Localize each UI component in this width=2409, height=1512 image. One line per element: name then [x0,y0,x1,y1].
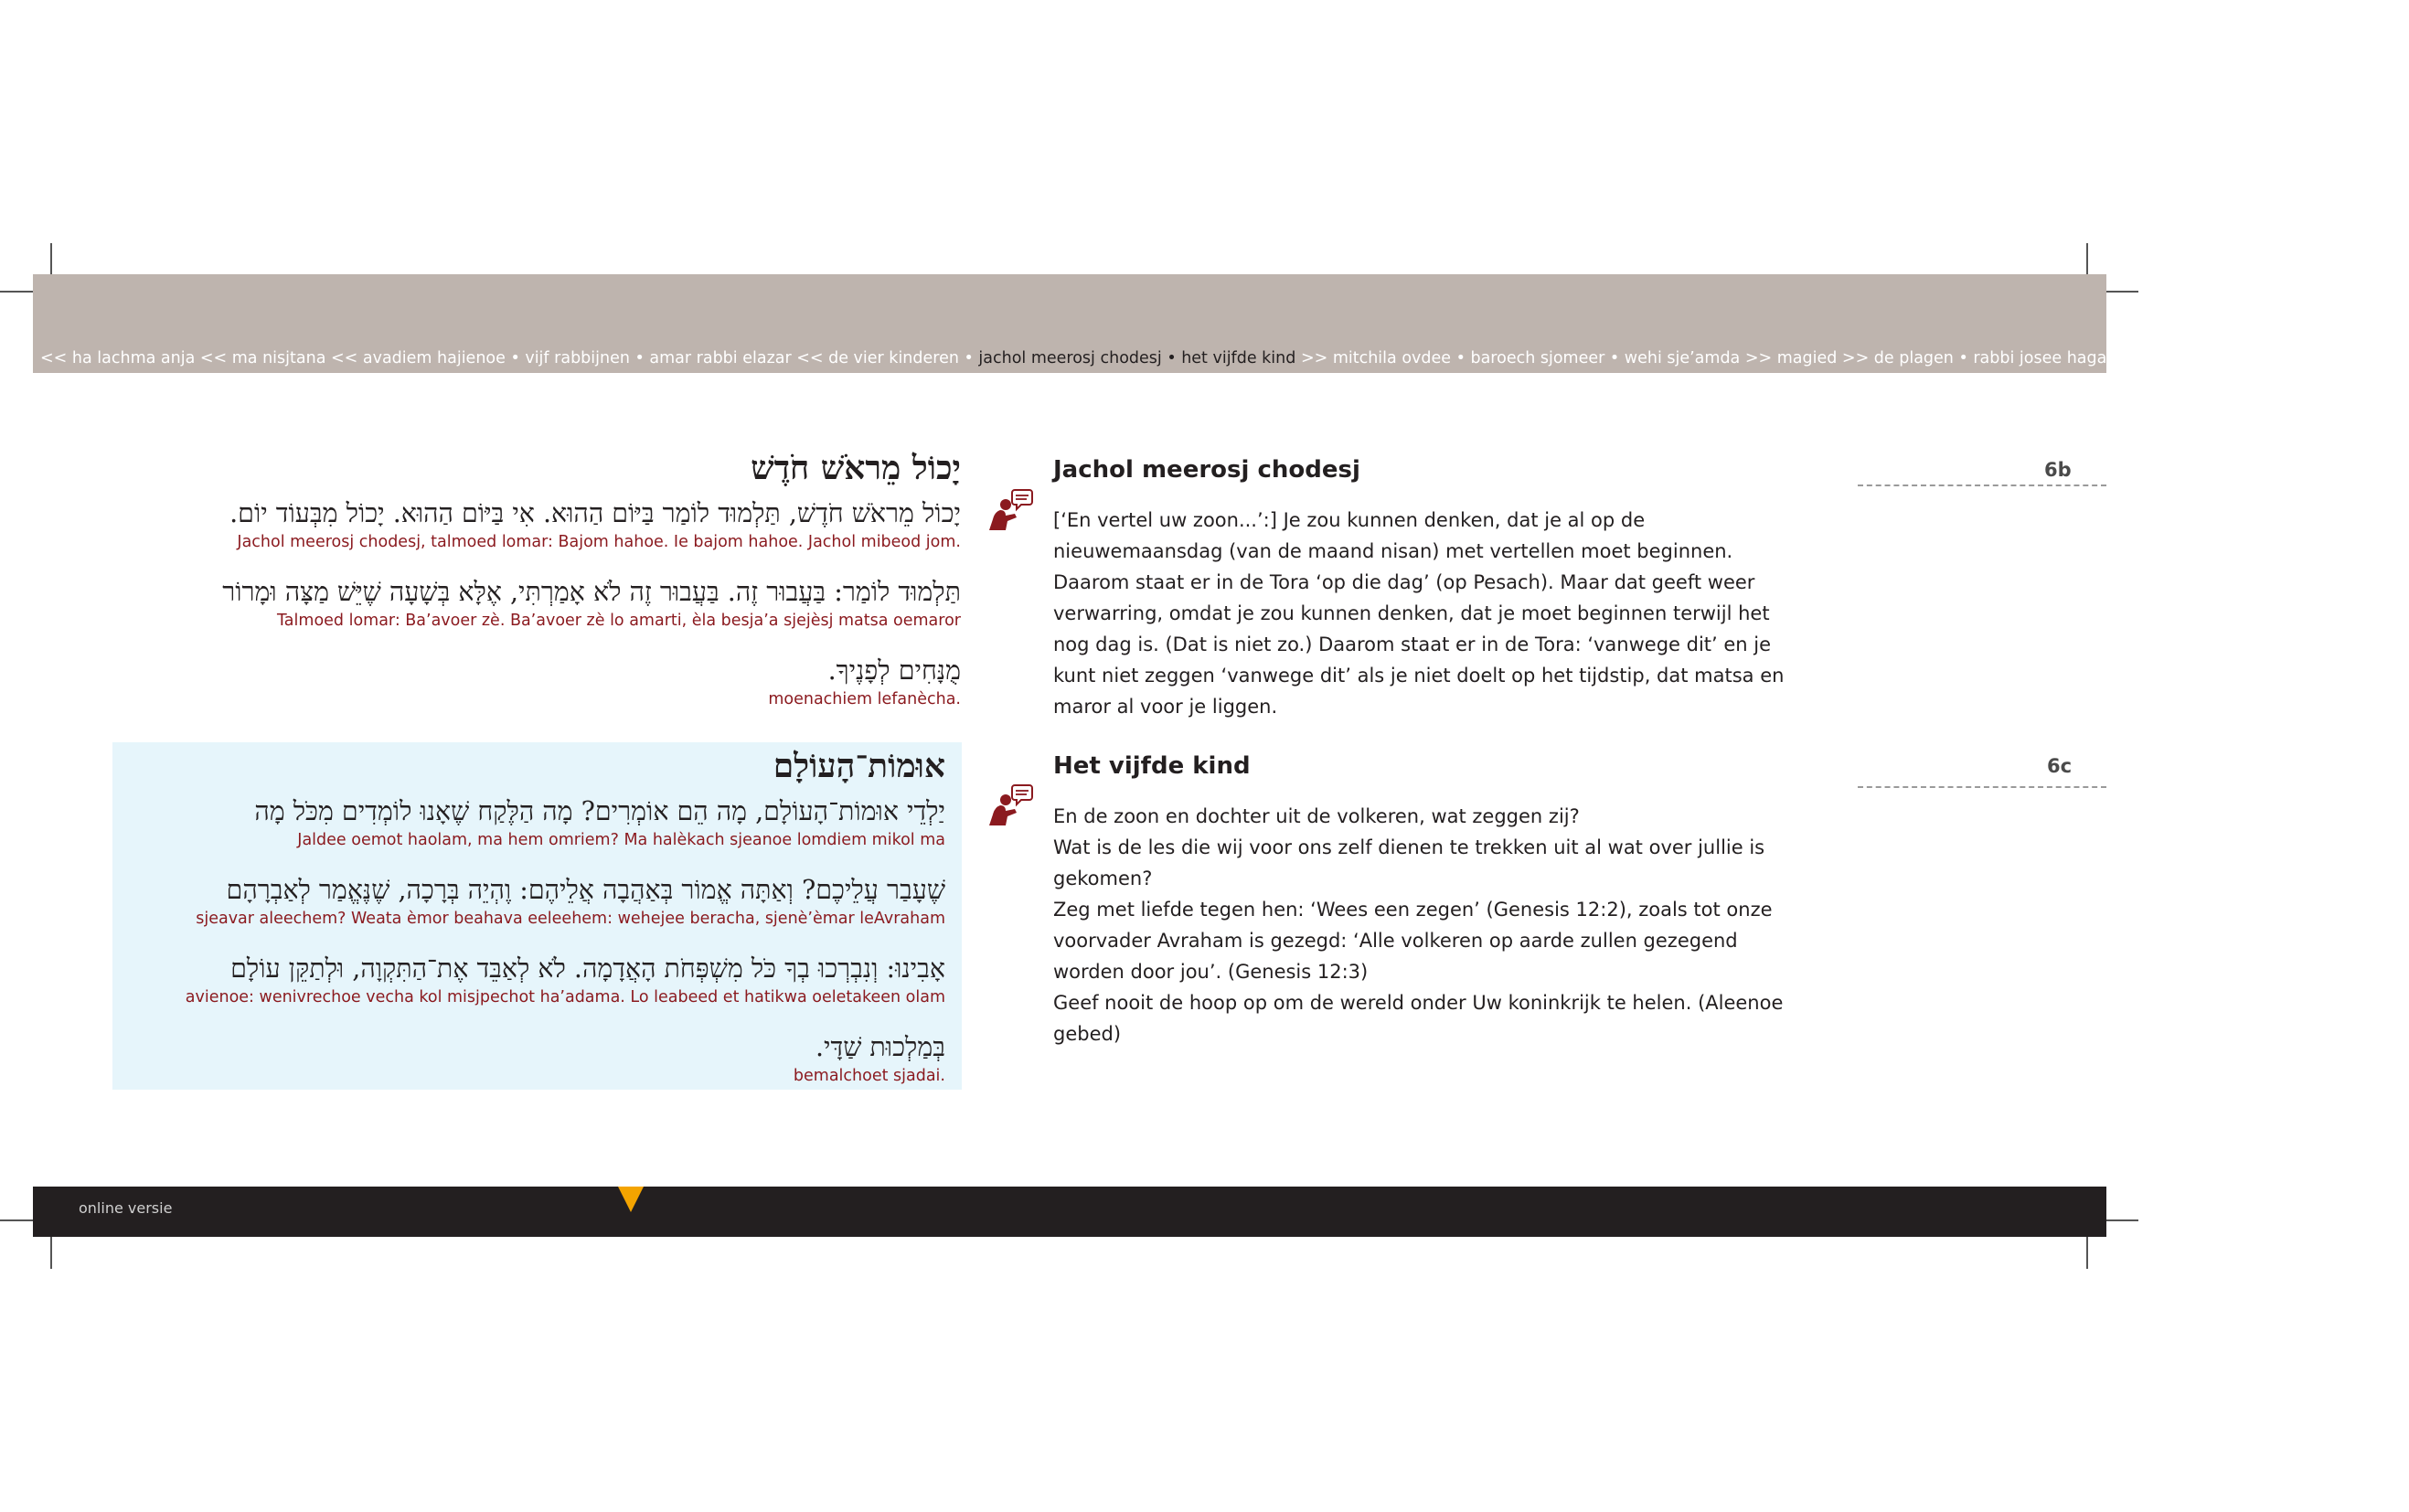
page-marker-icon [618,1187,644,1212]
hebrew-line: בְּמַלְכוּת שַׁדָּי. [815,1032,945,1062]
section-body [1053,505,1785,722]
crop-mark [0,1219,33,1221]
hebrew-verse [65,495,961,552]
breadcrumb-current: jachol meerosj chodesj • het vijfde kind [978,349,1296,367]
hebrew-verse [65,574,961,631]
hebrew-verse [123,872,945,929]
speaker-icon[interactable] [987,486,1033,532]
hebrew-verse [123,1029,945,1086]
body-line: En de zoon en dochter uit de volkeren, wat zeggen zij? [1053,805,1580,827]
body-line: Daarom staat er in de Tora ‘op die dag’ (op Pesach). Maar dat geeft weer [1053,571,1755,593]
hebrew-line: תַּלְמוּד לוֹמַר: בַּעֲבוּר זֶה. בַּעֲבוּר זֶה לֹא אָמַרְתִּי, אֶלָּא בְּשָׁעָה שֶׁיֵּשׁ מַצָּה וּמָרוֹר [222,577,961,607]
speaker-icon[interactable] [987,782,1033,827]
highlight-box [112,742,962,1090]
body-line: gebed) [1053,1023,1122,1045]
crop-mark [2086,1236,2088,1269]
body-line: voorvader Avraham is gezegd: ‘Alle volkeren op aarde zullen gezegend [1053,930,1738,952]
breadcrumb-before[interactable]: << ha lachma anja << ma nisjtana << avadiem hajienoe • vijf rabbijnen • amar rabbi elazar << de vier kinderen • [40,349,974,367]
transliteration-line: moenachiem lefanècha. [768,690,961,708]
section-title: Jachol meerosj chodesj [1053,456,1360,484]
hebrew-line: אָבִינוּ: וְנִבְרְכוּ בְךָ כֹּל מִשְׁפְּחֹת הָאֲדָמָה. לֹא לְאַבֵּד אֶת־הַתִּקְוָה, וּלְתַקֵּן עוֹלָם [230,953,945,984]
transliteration-line: sjeavar aleechem? Weata èmor beahava eeleehem: wehejee beracha, sjenè’èmar leAvraham [196,910,945,928]
hebrew-verse [123,951,945,1007]
navigation-band [33,274,2409,373]
crop-mark [2105,291,2138,293]
hebrew-line: יָכוֹל מֵראֹשׁ חֹדֶשׁ, תַּלְמוּד לוֹמַר בַּיּוֹם הַהוּא. אִי בַּיּוֹם הַהוּא. יָכוֹל מִבְּעוֹד יוֹם. [229,498,961,528]
hebrew-section-fifth-child [123,746,945,1108]
transliteration-line: Talmoed lomar: Ba’avoer zè. Ba’avoer zè lo amarti, èla besja’a sjejèsj matsa oemaror [277,612,961,630]
hebrew-verse [65,653,961,709]
hebrew-title: יָכוֹל מֵראֹשׁ חֹדֶשׁ [751,449,961,487]
body-line: nog dag is. (Dat is niet zo.) Daarom staat er in de Tora: ‘vanwege dit’ en je [1053,634,1772,655]
footer-bar [33,1187,2106,1237]
body-line: worden door jou’. (Genesis 12:3) [1053,961,1369,983]
crop-mark [0,291,33,293]
hebrew-title: אוּמוֹת־הָעוֹלָם [773,747,945,785]
body-line: [‘En vertel uw zoon...’:] Je zou kunnen denken, dat je al op de [1053,509,1646,531]
crop-mark [2105,1219,2138,1221]
crop-mark [2086,243,2088,276]
body-line: verwarring, omdat je zou kunnen denken, dat je moet beginnen terwijl het [1053,602,1770,624]
body-line: Wat is de les die wij voor ons zelf dienen te trekken uit al wat over jullie is [1053,836,1765,858]
footer-label[interactable]: online versie [79,1199,173,1217]
hebrew-line: שֶׁעָבַר עֲלֵיכֶם? וְאַתָּה אֱמוֹר בְּאַהֲבָה אֲלֵיהֶם: וֶהְיֵה בְּרָכָה, שֶׁנֶּאֱמַר לְאַבְרָהָם [226,875,945,905]
breadcrumb [40,349,2409,367]
page-code: 6b [2044,459,2072,481]
hebrew-verse [123,793,945,850]
transliteration-line: Jaldee oemot haolam, ma hem omriem? Ma halèkach sjeanoe lomdiem mikol ma [297,831,945,849]
hebrew-line: מֻנָּחִים לְפָנֶיךָ. [827,655,961,686]
dashed-divider [1858,786,2106,788]
hebrew-line: יַלְדֵי אוּמוֹת־הָעוֹלָם, מָה הֵם אוֹמְרִים? מָה הַלֶּקַח שֶׁאָנוּ לוֹמְדִים מִכֹּל מָה [254,796,945,826]
breadcrumb-after[interactable]: >> mitchila ovdee • baroech sjomeer • wehi sje’amda >> magied >> de plagen • rabbi josee hagalieli • rabbi eliëzer • rabbi akiva >> d [1300,349,2409,367]
page-code: 6c [2047,755,2073,777]
body-line: gekomen? [1053,868,1153,889]
section-title: Het vijfde kind [1053,752,1251,780]
crop-mark [50,1236,52,1269]
transliteration-line: Jachol meerosj chodesj, talmoed lomar: Bajom hahoe. Ie bajom hahoe. Jachol mibeod jom. [237,533,961,551]
section-body [1053,801,1785,1049]
transliteration-line: bemalchoet sjadai. [793,1067,945,1085]
transliteration-line: avienoe: wenivrechoe vecha kol misjpechot ha’adama. Lo leabeed et hatikwa oeletakeen olam [185,988,945,1006]
body-line: Geef nooit de hoop op om de wereld onder Uw koninkrijk te helen. (Aleenoe [1053,992,1784,1014]
dutch-section-fifth-child [1053,750,1785,1049]
hebrew-section-jachol [65,448,961,731]
dashed-divider [1858,484,2106,486]
body-line: kunt niet zeggen ‘vanwege dit’ als je niet doelt op het tijdstip, dat matsa en [1053,665,1785,687]
dutch-section-jachol [1053,453,1785,722]
body-line: nieuwemaansdag (van de maand nisan) met vertellen moet beginnen. [1053,540,1733,562]
body-line: Zeg met liefde tegen hen: ‘Wees een zegen’ (Genesis 12:2), zoals tot onze [1053,899,1773,921]
body-line: maror al voor je liggen. [1053,696,1278,718]
crop-mark [50,243,52,276]
